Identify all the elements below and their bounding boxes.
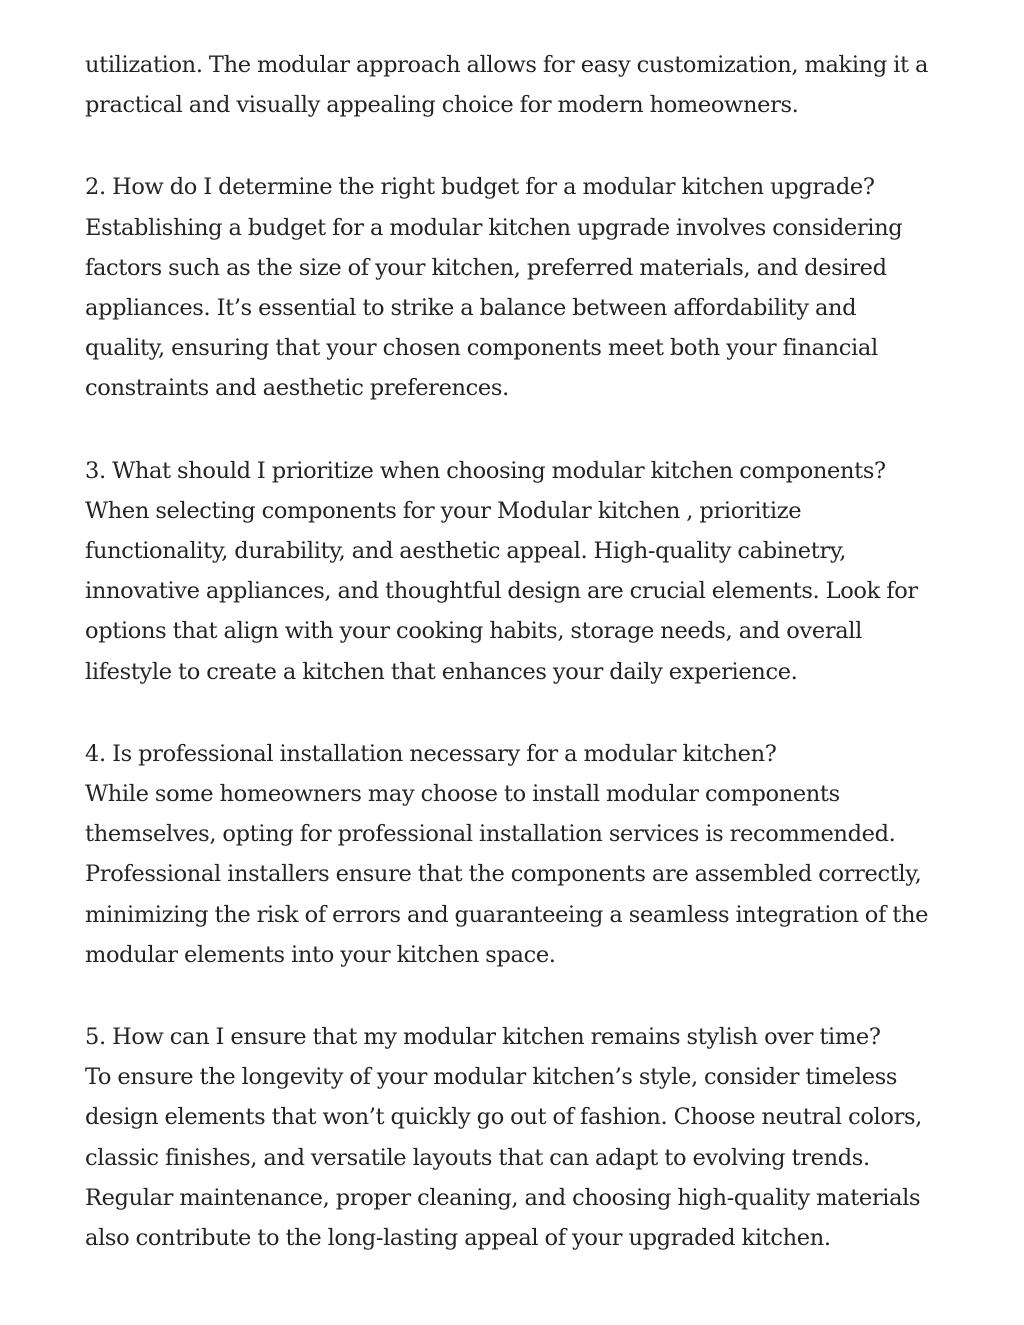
faq-question: 2. How do I determine the right budget for a modular kitchen upgrade? bbox=[85, 174, 875, 201]
faq-question: 5. How can I ensure that my modular kitchen remains stylish over time? bbox=[85, 1024, 881, 1051]
text-line: options that align with your cooking habits, storage needs, and overall bbox=[85, 618, 862, 645]
text-line: quality, ensuring that your chosen components meet both your financial bbox=[85, 335, 878, 362]
faq-item-5 bbox=[85, 1017, 955, 1258]
text-line: functionality, durability, and aesthetic appeal. High-quality cabinetry, bbox=[85, 538, 847, 565]
text-line: When selecting components for your Modular kitchen , prioritize bbox=[85, 497, 802, 524]
text-line: themselves, opting for professional installation services is recommended. bbox=[85, 821, 896, 848]
text-line: utilization. The modular approach allows for easy customization, making it a bbox=[85, 52, 929, 78]
text-line: While some homeowners may choose to install modular components bbox=[85, 781, 840, 808]
faq-question: 4. Is professional installation necessary for a modular kitchen? bbox=[85, 740, 777, 767]
intro-paragraph bbox=[85, 45, 955, 125]
text-line: Regular maintenance, proper cleaning, and choosing high-quality materials bbox=[85, 1184, 921, 1211]
text-line: classic finishes, and versatile layouts that can adapt to evolving trends. bbox=[85, 1144, 870, 1171]
text-line: lifestyle to create a kitchen that enhances your daily experience. bbox=[85, 658, 798, 685]
faq-item-3 bbox=[85, 451, 955, 692]
article-body bbox=[85, 45, 955, 1300]
text-line: factors such as the size of your kitchen, preferred materials, and desired bbox=[85, 254, 887, 281]
faq-item-4 bbox=[85, 734, 955, 975]
text-line: minimizing the risk of errors and guaranteeing a seamless integration of the bbox=[85, 901, 929, 928]
text-line: also contribute to the long-lasting appeal of your upgraded kitchen. bbox=[85, 1225, 831, 1252]
text-line: Establishing a budget for a modular kitchen upgrade involves considering bbox=[85, 214, 903, 241]
text-line: innovative appliances, and thoughtful design are crucial elements. Look for bbox=[85, 578, 918, 605]
text-line: To ensure the longevity of your modular kitchen’s style, consider timeless bbox=[85, 1064, 898, 1091]
faq-question: 3. What should I prioritize when choosing modular kitchen components? bbox=[85, 457, 886, 484]
text-line: design elements that won’t quickly go out of fashion. Choose neutral colors, bbox=[85, 1104, 922, 1131]
text-line: appliances. It’s essential to strike a balance between affordability and bbox=[85, 295, 857, 322]
text-line: Professional installers ensure that the components are assembled correctly, bbox=[85, 861, 922, 888]
faq-item-2 bbox=[85, 167, 955, 408]
text-line: modular elements into your kitchen space. bbox=[85, 941, 556, 968]
text-line: practical and visually appealing choice for modern homeowners. bbox=[85, 92, 799, 119]
text-line: constraints and aesthetic preferences. bbox=[85, 375, 509, 402]
